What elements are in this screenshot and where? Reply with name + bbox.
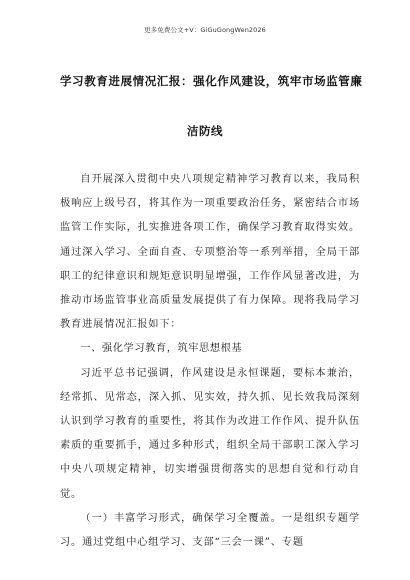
document-title-line-1: 学习教育进展情况汇报：强化作风建设，筑牢市场监管廉 — [60, 74, 363, 88]
paragraph-section-1: 习近平总书记强调，作风建设是永恒课题，要标本兼治，经常抓、见常态，深入抓、见实效，持久抓、见长效我局深刻认识到学习教育的重要性，将其作为改进工作作风、提升队伍素质的重要抓手，通过多种形式，组织全局干部职工深入学习中央八项规定精神，切实增强贯彻落实的思想自觉和行动自觉。 — [60, 367, 360, 500]
subsection-1: （一）丰富学习形式，确保学习全覆盖。一是组织专题学习。通过党组中心组学习、支部“三会一课”、专题 — [60, 512, 360, 549]
header-note: 更多免费公文+V：GiGuGongWen2026 — [144, 26, 266, 34]
paragraph-intro: 自开展深入贯彻中央八项规定精神学习教育以来，我局积极响应上级号召，将其作为一项重要政治任务，紧密结合市场监管工作实际，扎实推进各项工作，确保学习教育取得实效。通过深入学习、全面自查、专项整治等一系列举措，全局干部职工的纪律意识和规矩意识明显增强，工作作风显著改进，为推动市场监管事业高质量发展提供了有力保障。现将我局学习教育进展情况汇报如下： — [60, 174, 360, 331]
section-heading-1: 一、强化学习教育，筑牢思想根基 — [80, 343, 243, 355]
document-title-line-2: 洁防线 — [186, 124, 224, 138]
document-body — [60, 168, 360, 555]
